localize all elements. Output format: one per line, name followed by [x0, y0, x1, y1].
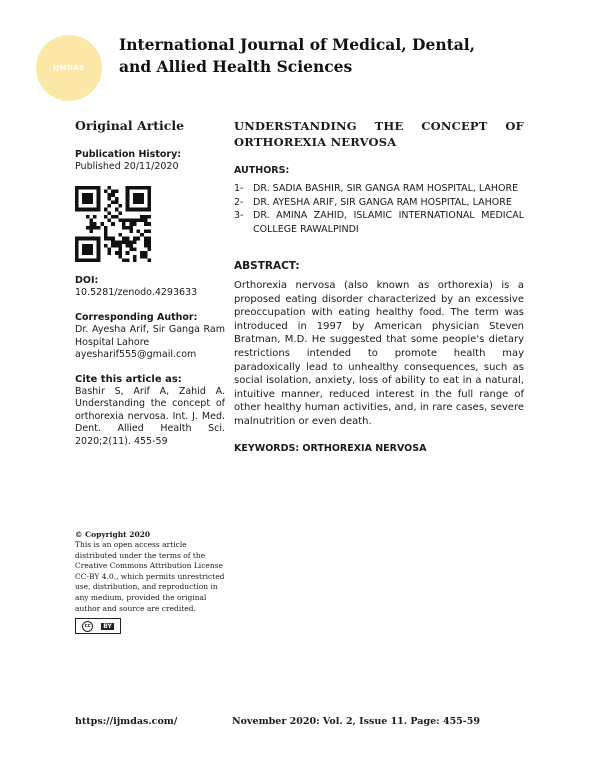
copyright-label: © Copyright 2020	[75, 530, 151, 539]
doi-label: DOI:	[75, 274, 99, 286]
article-title: UNDERSTANDING THE CONCEPT OF ORTHOREXIA NERVOSA	[234, 119, 524, 149]
author-number: 2-	[234, 196, 244, 208]
journal-title-line2: and Allied Health Sciences	[119, 57, 353, 76]
by-icon: BY	[103, 622, 112, 630]
keywords: KEYWORDS: ORTHOREXIA NERVOSA	[234, 442, 427, 454]
author-text: DR. SADIA BASHIR, SIR GANGA RAM HOSPITAL, LAHORE	[253, 183, 519, 194]
author-number: 3-	[234, 210, 244, 221]
corresponding-author-email[interactable]: ayesharif555@gmail.com	[75, 349, 197, 360]
cc-icon: cc	[82, 621, 93, 632]
article-type: Original Article	[75, 118, 185, 133]
copyright-notice	[75, 530, 225, 634]
published-date: Published 20/11/2020	[75, 161, 179, 172]
authors-label: AUTHORS:	[234, 165, 290, 176]
author-item	[234, 196, 524, 210]
author-number: 1-	[234, 183, 244, 194]
author-text: DR. AMINA ZAHID, ISLAMIC INTERNATIONAL MEDICAL COLLEGE RAWALPINDI	[253, 210, 524, 235]
footer-url[interactable]: https://ijmdas.com/	[75, 716, 178, 727]
footer-issue-info: November 2020: Vol. 2, Issue 11. Page: 455-59	[232, 716, 480, 727]
journal-title	[119, 34, 499, 78]
corresponding-author-name: Dr. Ayesha Arif, Sir Ganga Ram Hospital Lahore	[75, 324, 225, 348]
publication-history-label: Publication History:	[75, 149, 182, 160]
author-item	[234, 182, 524, 196]
author-text: DR. AYESHA ARIF, SIR GANGA RAM HOSPITAL, LAHORE	[253, 196, 512, 208]
author-item	[234, 209, 524, 236]
copyright-text: This is an open access article distributed under the terms of the Creative Commons Attribution License CC-BY 4.0., which permits unrestricted use, distribution, and reproduction in any medium, provided the original author and source are credited.	[75, 540, 225, 613]
cc-by-license-badge[interactable]	[75, 618, 121, 634]
authors-list	[234, 182, 524, 236]
left-sidebar	[75, 118, 225, 448]
cite-text: Bashir S, Arif A, Zahid A. Understanding the concept of orthorexia nervosa. Int. J. Med. Dent. Allied Health Sci. 2020;2(11). 455-59	[75, 385, 225, 447]
qr-code	[75, 186, 151, 262]
abstract-text: Orthorexia nervosa (also known as orthorexia) is a proposed eating disorder characterized by an excessive preoccupation with eating healthy food. The term was introduced in 1997 by American physician Steven Bratman, M.D. He suggested that some people's dietary restrictions intended to promote health may paradoxically lead to unhealthy consequences, such as social isolation, anxiety, loss of ability to eat in a natural, intuitive manner, reduced interest in the full range of other healthy human activities, and, in rare cases, severe malnutrition or even death.	[234, 280, 524, 427]
corresponding-author-label: Corresponding Author:	[75, 312, 198, 323]
doi-value[interactable]: 10.5281/zenodo.4293633	[75, 286, 198, 298]
journal-logo-text: IJMDAS	[53, 64, 85, 72]
journal-title-line1: International Journal of Medical, Dental,	[119, 35, 476, 54]
abstract-label: ABSTRACT:	[234, 260, 300, 272]
journal-logo	[36, 35, 102, 101]
cite-label: Cite this article as:	[75, 373, 182, 385]
main-content	[234, 118, 524, 454]
